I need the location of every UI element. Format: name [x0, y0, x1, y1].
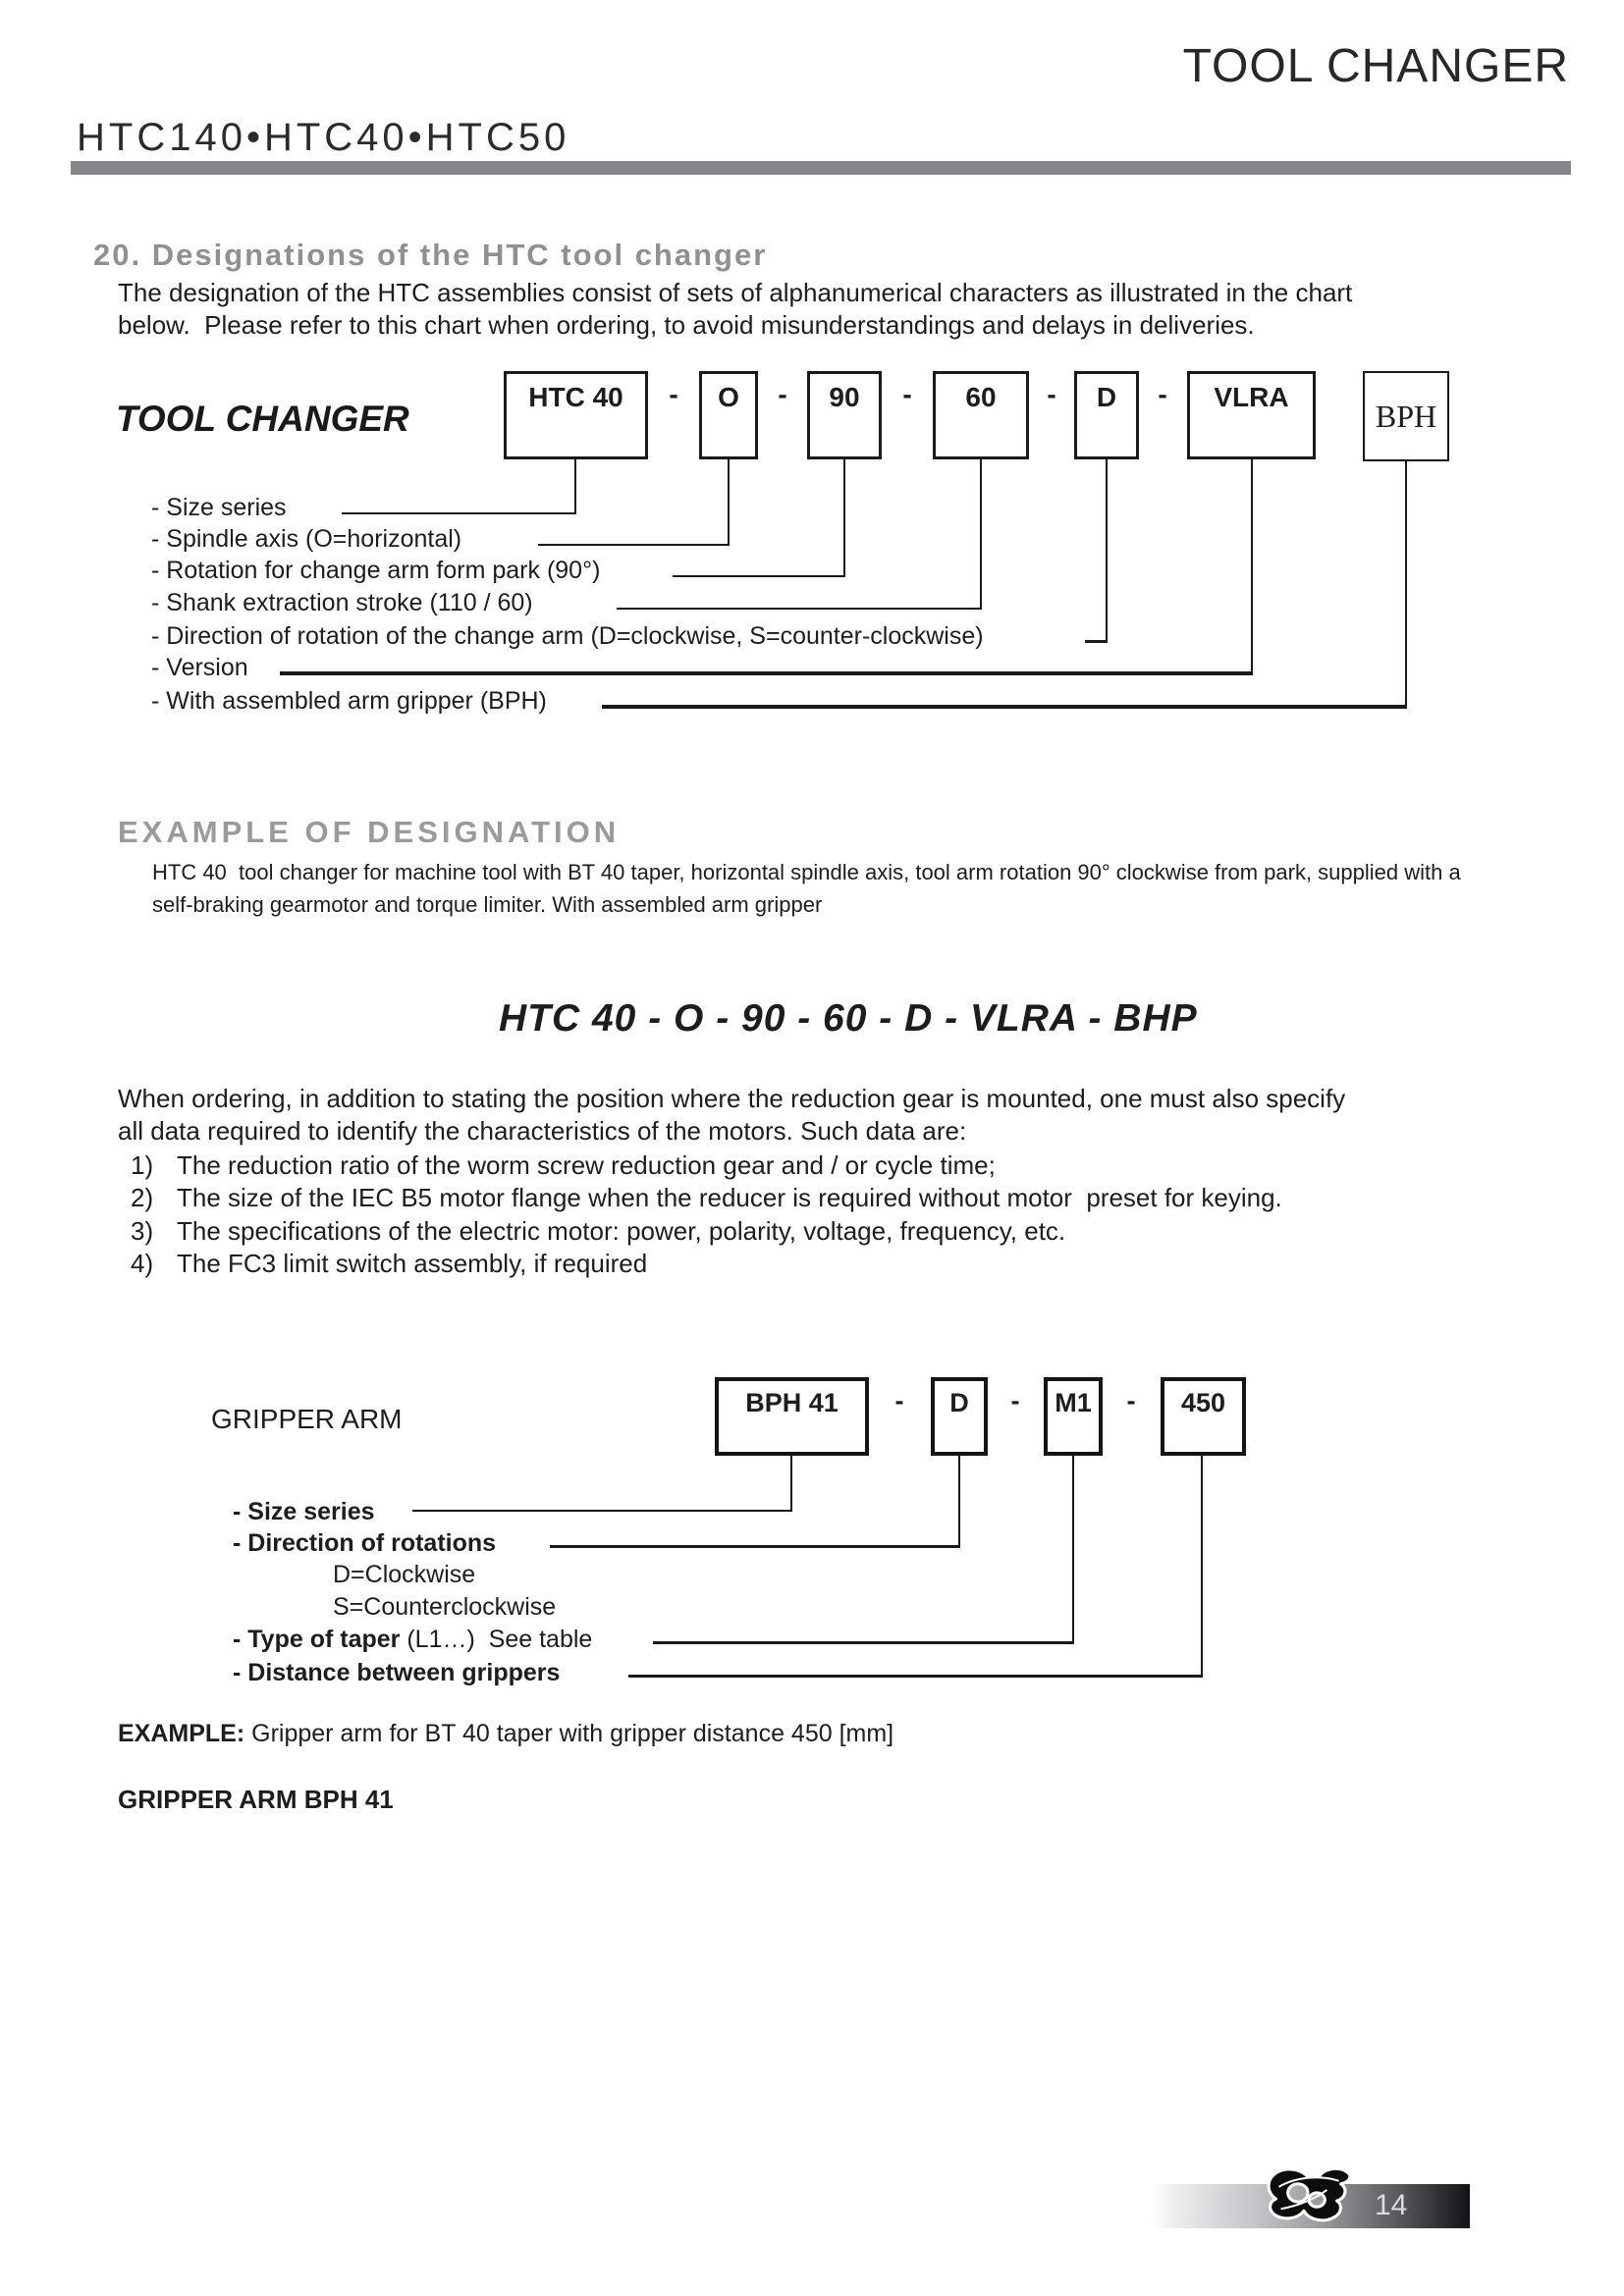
connector-line: [673, 575, 845, 577]
list-item-text: The reduction ratio of the worm screw reduction gear and / or cycle time;: [177, 1150, 996, 1180]
connector-line: [538, 544, 730, 546]
connector-line: [728, 459, 730, 544]
connector-line: [958, 1456, 960, 1547]
gripper-arm-title: GRIPPER ARM BPH 41: [118, 1785, 394, 1814]
section-heading: 20. Designations of the HTC tool changer: [93, 238, 768, 272]
ordering-list-item: [131, 1183, 1282, 1213]
connector-line: [1405, 459, 1407, 706]
connector-line: [1085, 640, 1108, 643]
gripper-box-direction: D: [931, 1377, 988, 1456]
connector-line: [574, 459, 576, 512]
ordering-paragraph-line: all data required to identify the characteristics of the motors. Such data are:: [118, 1116, 967, 1146]
connector-line: [342, 512, 576, 514]
designation-code: HTC 40 - O - 90 - 60 - D - VLRA - BHP: [499, 997, 1198, 1040]
connector-line: [843, 459, 845, 575]
example-label: EXAMPLE:: [118, 1720, 245, 1747]
gripper-callout-direction: - Direction of rotations: [233, 1529, 497, 1557]
designation-separator: -: [1047, 379, 1056, 409]
connector-line: [980, 459, 982, 608]
diagram-label-gripper-arm: GRIPPER ARM: [211, 1404, 403, 1434]
callout-size-series: - Size series: [151, 494, 287, 521]
connector-line: [1251, 459, 1253, 672]
list-item-text: The specifications of the electric motor: power, polarity, voltage, frequency, etc.: [177, 1216, 1066, 1246]
designation-separator: -: [778, 379, 787, 409]
gripper-separator: -: [1010, 1386, 1020, 1415]
callout-stroke: - Shank extraction stroke (110 / 60): [151, 589, 533, 616]
designation-box-bph: BPH: [1363, 371, 1449, 461]
page-number: 14: [1375, 2189, 1408, 2221]
connector-line: [412, 1510, 792, 1512]
connector-line: [617, 608, 982, 610]
diagram-label-tool-changer: TOOL CHANGER: [116, 399, 409, 439]
page-title: TOOL CHANGER: [1182, 40, 1569, 92]
gripper-box-taper: M1: [1044, 1377, 1103, 1456]
designation-box-rotation: 90: [807, 371, 882, 459]
ordering-list-item: [131, 1150, 996, 1181]
connector-line: [550, 1545, 960, 1548]
gripper-direction-option-counterclockwise: S=Counterclockwise: [333, 1593, 557, 1621]
list-item-number: 2): [131, 1183, 154, 1212]
callout-version: - Version: [151, 654, 248, 681]
callout-arm-gripper: - With assembled arm gripper (BPH): [151, 687, 547, 715]
callout-rotation: - Rotation for change arm form park (90°): [151, 557, 601, 584]
connector-line: [1201, 1456, 1203, 1677]
connector-line: [1072, 1456, 1074, 1643]
gripper-box-size-series: BPH 41: [715, 1377, 869, 1456]
callout-spindle-axis: - Spindle axis (O=horizontal): [151, 525, 462, 553]
ordering-list-item: [131, 1249, 647, 1279]
list-item-text: The FC3 limit switch assembly, if required: [177, 1249, 648, 1278]
product-series-heading: HTC140•HTC40•HTC50: [77, 116, 570, 159]
list-item-number: 3): [131, 1216, 154, 1246]
designation-separator: -: [902, 379, 912, 409]
taper-label-bold: - Type of taper: [233, 1626, 401, 1653]
connector-line: [1106, 459, 1108, 641]
gripper-callout-taper: [233, 1626, 592, 1654]
gripper-callout-size-series: - Size series: [233, 1498, 375, 1525]
example-paragraph-line: HTC 40 tool changer for machine tool with BT 40 taper, horizontal spindle axis, tool arm rotation 90° clockwise from park, supplied with a: [152, 860, 1461, 884]
example-text: Gripper arm for BT 40 taper with gripper distance 450 [mm]: [244, 1720, 894, 1747]
gripper-example-line: [118, 1720, 893, 1748]
connector-line: [280, 671, 1253, 675]
gripper-callout-distance: - Distance between grippers: [233, 1659, 561, 1686]
connector-line: [790, 1456, 792, 1512]
gripper-separator: -: [1126, 1386, 1136, 1415]
header-divider-bar: [71, 161, 1571, 175]
intro-paragraph-line: The designation of the HTC assemblies consist of sets of alphanumerical characters as illustrated in the chart: [118, 278, 1353, 307]
gripper-direction-option-clockwise: D=Clockwise: [333, 1561, 476, 1588]
gripper-box-distance: 450: [1161, 1377, 1246, 1456]
gripper-separator: -: [894, 1386, 904, 1415]
list-item-number: 4): [131, 1249, 154, 1278]
connector-line: [602, 705, 1407, 709]
ordering-paragraph-line: When ordering, in addition to stating the position where the reduction gear is mounted, one must also specify: [118, 1084, 1346, 1113]
list-item-number: 1): [131, 1150, 154, 1180]
designation-box-version: VLRA: [1187, 371, 1316, 459]
example-heading: EXAMPLE OF DESIGNATION: [118, 815, 621, 849]
designation-separator: -: [669, 379, 678, 409]
example-paragraph-line: self-braking gearmotor and torque limiter. With assembled arm gripper: [152, 892, 823, 917]
designation-box-spindle-axis: O: [699, 371, 758, 459]
brand-swirl-logo-icon: [1251, 2160, 1361, 2234]
connector-line: [653, 1641, 1074, 1644]
ordering-list-item: [131, 1216, 1065, 1247]
connector-line: [628, 1675, 1203, 1678]
callout-direction: - Direction of rotation of the change arm (D=clockwise, S=counter-clockwise): [151, 622, 984, 650]
taper-label-rest: (L1…) See table: [400, 1626, 593, 1653]
designation-box-size-series: HTC 40: [504, 371, 648, 459]
designation-box-stroke: 60: [933, 371, 1029, 459]
designation-box-direction: D: [1074, 371, 1139, 459]
list-item-text: The size of the IEC B5 motor flange when the reducer is required without motor preset for keying.: [177, 1183, 1282, 1212]
designation-separator: -: [1158, 379, 1167, 409]
intro-paragraph-line: below. Please refer to this chart when ordering, to avoid misunderstandings and delays in deliveries.: [118, 310, 1255, 340]
